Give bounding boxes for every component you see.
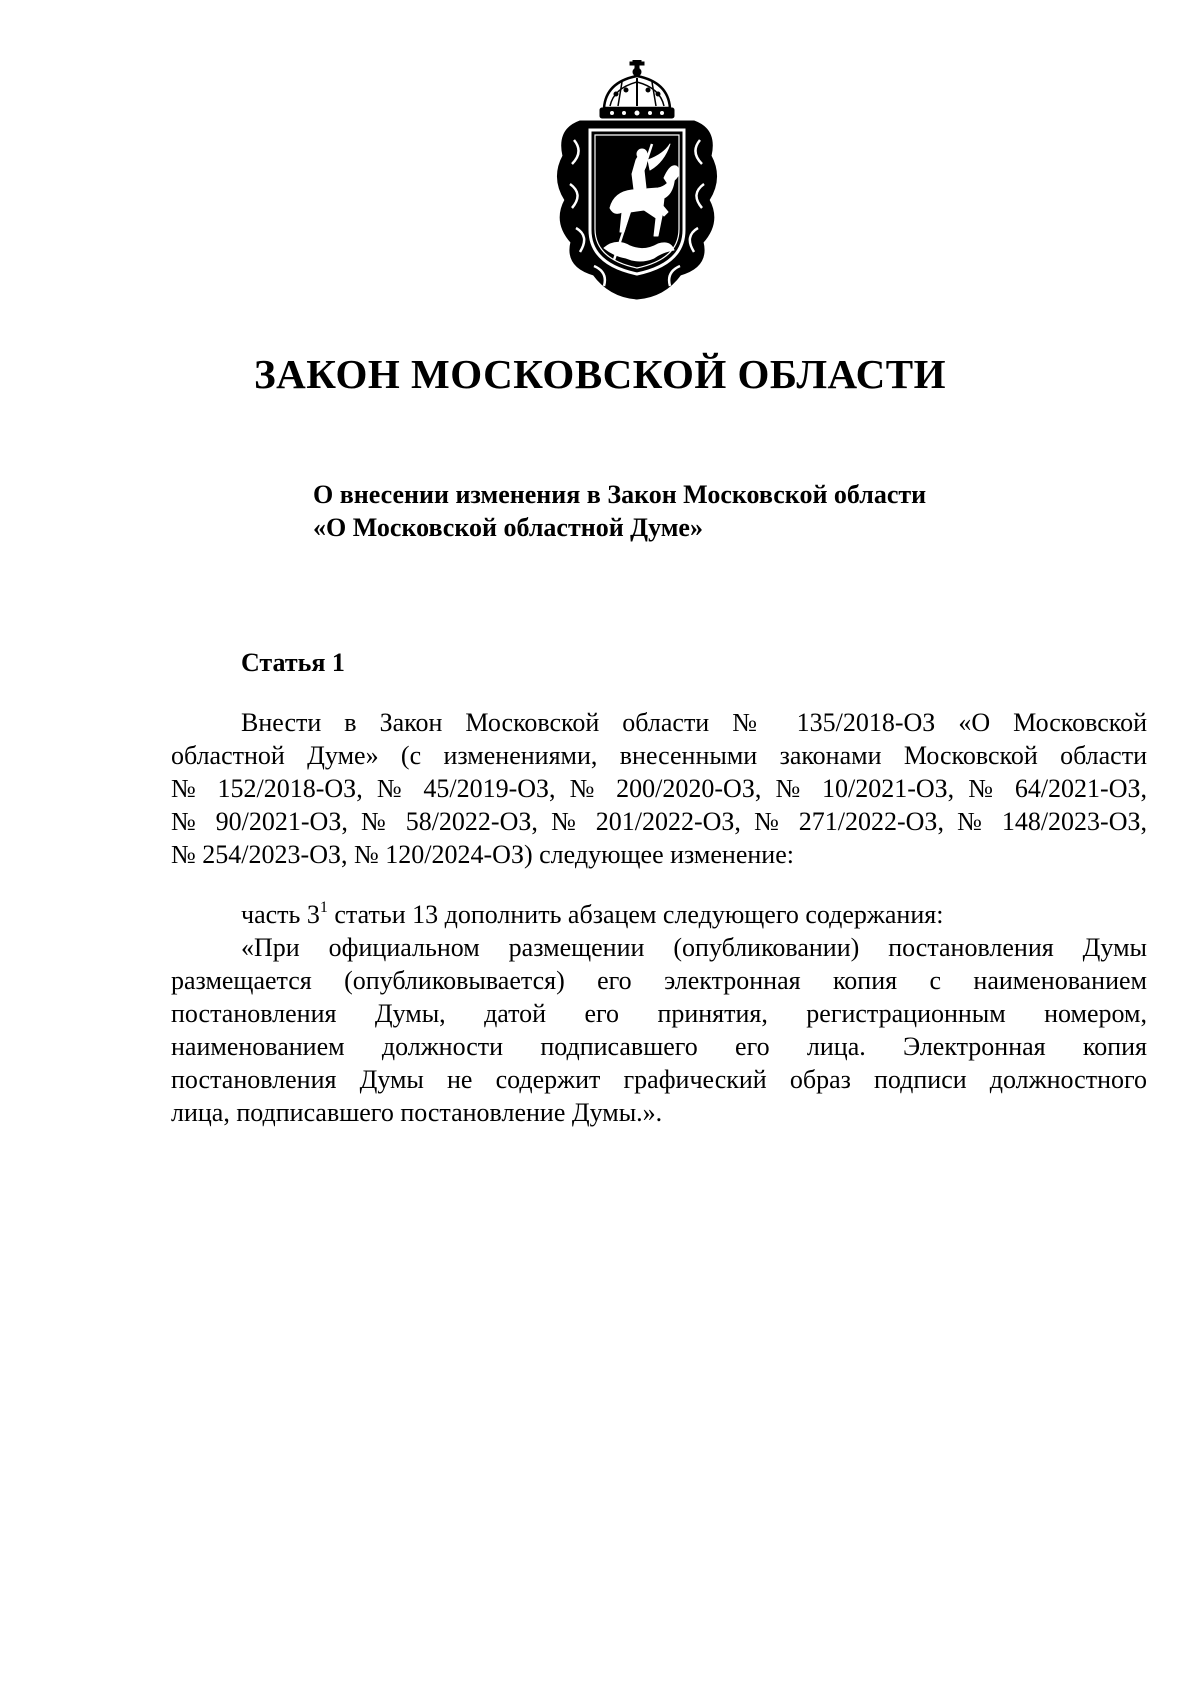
quote-line: «При официальном размещении (опубликовании) постановления Думы: [241, 933, 1147, 962]
paragraph-line: областной Думе» (с изменениями, внесенными законами Московской области: [171, 741, 1147, 770]
subtitle-line: «О Московской областной Думе»: [313, 513, 703, 542]
quote-line: наименованием должности подписавшего его лица. Электронная копия: [171, 1032, 1147, 1061]
quote-line: размещается (опубликовывается) его электронная копия с наименованием: [171, 966, 1147, 995]
amendment-intro-part: статьи 13 дополнить абзацем следующего содержания:: [327, 900, 944, 929]
paragraph-line: № 254/2023-ОЗ, № 120/2024-ОЗ) следующее изменение:: [171, 840, 794, 869]
quote-line: постановления Думы не содержит графический образ подписи должностного: [171, 1065, 1147, 1094]
law-title: ЗАКОН МОСКОВСКОЙ ОБЛАСТИ: [254, 351, 946, 397]
quote-line: лица, подписавшего постановление Думы.».: [171, 1098, 663, 1127]
paragraph-line: Внести в Закон Московской области № 135/2018-ОЗ «О Московской: [241, 708, 1147, 737]
paragraph-line: № 90/2021-ОЗ, № 58/2022-ОЗ, № 201/2022-ОЗ, № 271/2022-ОЗ, № 148/2023-ОЗ,: [171, 807, 1147, 836]
superscript-number: 1: [319, 899, 328, 916]
amendment-block: [171, 898, 1147, 1129]
law-subtitle: [313, 478, 926, 544]
article-paragraph-1: [171, 706, 1147, 871]
amendment-intro-part: часть 3: [241, 900, 320, 929]
subtitle-line: О внесении изменения в Закон Московской области: [313, 480, 927, 509]
quote-line: постановления Думы, датой его принятия, регистрационным номером,: [171, 999, 1147, 1028]
coat-of-arms-emblem: [544, 60, 730, 302]
crown-icon: [600, 60, 674, 118]
paragraph-line: № 152/2018-ОЗ, № 45/2019-ОЗ, № 200/2020-ОЗ, № 10/2021-ОЗ, № 64/2021-ОЗ,: [171, 774, 1147, 803]
amendment-intro: [171, 898, 1147, 931]
article-heading: Статья 1: [241, 648, 345, 677]
